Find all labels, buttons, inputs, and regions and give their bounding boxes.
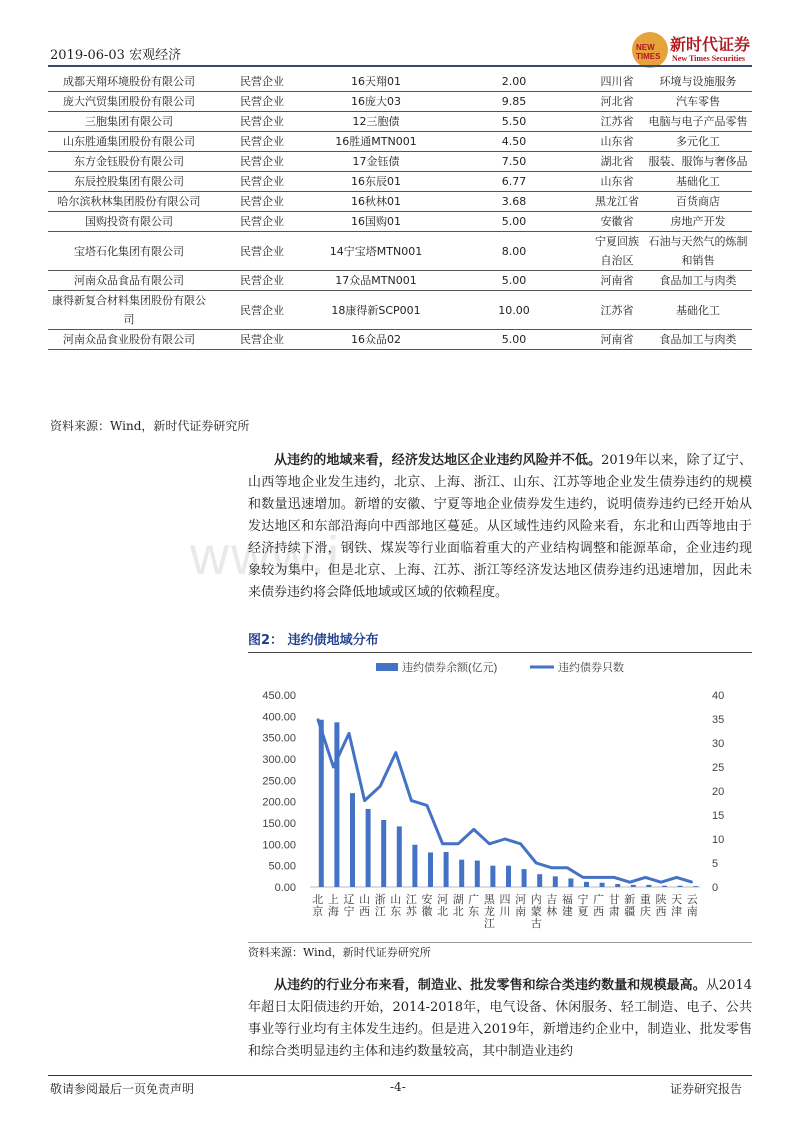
line-point — [629, 881, 631, 883]
footer-disclaimer: 敬请参阅最后一页免责声明 — [50, 1082, 195, 1096]
cell-company: 东辰控股集团有限公司 — [48, 172, 210, 192]
footer-page-number: -4- — [390, 1080, 406, 1094]
cell-province: 四川省 — [590, 72, 644, 92]
cell-industry: 食品加工与肉类 — [644, 271, 752, 291]
logo-english-name: New Times Securities — [672, 54, 746, 63]
table-source: 资料来源：Wind，新时代证券研究所 — [50, 419, 250, 433]
bar — [693, 886, 698, 887]
cell-company: 国购投资有限公司 — [48, 212, 210, 232]
line-point — [567, 867, 569, 869]
bar — [459, 860, 464, 887]
cell-bond: 16天翔01 — [314, 72, 438, 92]
table-row — [48, 132, 752, 152]
cell-type: 民营企业 — [210, 271, 314, 291]
bar — [475, 861, 480, 887]
cell-province: 山东省 — [590, 132, 644, 152]
cell-company: 东方金钰股份有限公司 — [48, 152, 210, 172]
table-row — [48, 212, 752, 232]
legend-label-bar: 违约债券余额(亿元) — [402, 662, 498, 674]
header-divider — [48, 65, 752, 67]
x-tick-label: 山东 — [390, 893, 402, 918]
cell-amount: 4.50 — [438, 132, 590, 152]
bar — [412, 845, 417, 887]
cell-company: 庞大汽贸集团股份有限公司 — [48, 92, 210, 112]
x-tick-label: 陕西 — [655, 893, 667, 918]
x-tick-label: 重庆 — [639, 893, 651, 918]
cell-bond: 18康得新SCP001 — [314, 291, 438, 330]
cell-industry: 多元化工 — [644, 132, 752, 152]
table-row — [48, 72, 752, 92]
y-right-tick-label: 0 — [712, 882, 719, 894]
line-point — [364, 800, 366, 802]
cell-company: 宝塔石化集团有限公司 — [48, 232, 210, 271]
cell-amount: 6.77 — [438, 172, 590, 192]
x-tick-label: 黑龙江 — [483, 893, 495, 930]
cell-bond: 16胜通MTN001 — [314, 132, 438, 152]
line-point — [473, 829, 475, 831]
table-row — [48, 112, 752, 132]
y-left-tick-label: 350.00 — [262, 732, 296, 745]
cell-company: 哈尔滨秋林集团股份有限公司 — [48, 192, 210, 212]
cell-province: 河南省 — [590, 271, 644, 291]
cell-company: 河南众品食品有限公司 — [48, 271, 210, 291]
line-point — [551, 867, 553, 869]
line-point — [676, 877, 678, 879]
cell-province: 黑龙江省 — [590, 192, 644, 212]
figure-source: 资料来源：Wind，新时代证券研究所 — [248, 946, 431, 959]
line-point — [379, 785, 381, 787]
x-tick-label: 安徽 — [421, 893, 433, 918]
bar — [319, 720, 324, 887]
cell-amount: 5.00 — [438, 330, 590, 350]
cell-type: 民营企业 — [210, 152, 314, 172]
y-left-tick-label: 50.00 — [268, 860, 296, 873]
line-point — [520, 843, 522, 845]
bar — [678, 886, 683, 887]
paragraph-industry-lead: 从违约的行业分布来看，制造业、批发零售和综合类违约数量和规模最高。 — [274, 978, 706, 993]
x-tick-label: 湖北 — [452, 893, 464, 918]
bar — [662, 886, 667, 887]
x-tick-label: 河北 — [437, 893, 449, 918]
legend-swatch-bar — [376, 663, 398, 671]
logo-emblem-icon: NEW TIMES — [632, 32, 668, 68]
bar — [334, 722, 339, 887]
series-line — [318, 719, 692, 882]
bar — [506, 866, 511, 887]
watermark: www.i — [190, 526, 342, 586]
paragraph-region — [248, 450, 752, 604]
y-right-tick-label: 15 — [712, 810, 725, 822]
cell-company: 康得新复合材料集团股份有限公司 — [48, 291, 210, 330]
y-right-tick-label: 5 — [712, 858, 719, 870]
y-right-tick-label: 10 — [712, 834, 725, 846]
table-row — [48, 330, 752, 350]
cell-amount: 9.85 — [438, 92, 590, 112]
cell-province: 湖北省 — [590, 152, 644, 172]
bar — [615, 884, 620, 887]
y-left-tick-label: 200.00 — [262, 796, 296, 809]
line-point — [535, 862, 537, 864]
cell-type: 民营企业 — [210, 212, 314, 232]
cell-industry: 房地产开发 — [644, 212, 752, 232]
cell-type: 民营企业 — [210, 172, 314, 192]
table-row — [48, 192, 752, 212]
cell-industry: 电脑与电子产品零售 — [644, 112, 752, 132]
line-point — [645, 877, 647, 879]
bar — [490, 866, 495, 887]
cell-industry: 百货商店 — [644, 192, 752, 212]
cell-bond: 17众品MTN001 — [314, 271, 438, 291]
x-tick-label: 天津 — [671, 893, 683, 918]
cell-industry: 环境与设施服务 — [644, 72, 752, 92]
table-row — [48, 291, 752, 330]
line-point — [411, 800, 413, 802]
line-point — [333, 766, 335, 768]
x-tick-label: 浙江 — [374, 893, 386, 918]
cell-amount: 3.68 — [438, 192, 590, 212]
cell-company: 山东胜通集团股份有限公司 — [48, 132, 210, 152]
x-tick-label: 内蒙古 — [530, 893, 542, 930]
cell-bond: 17金钰债 — [314, 152, 438, 172]
brand-logo — [632, 28, 762, 68]
region-distribution-chart — [248, 655, 752, 940]
bar — [631, 885, 636, 887]
bar — [568, 878, 573, 887]
figure-source-divider — [248, 942, 752, 943]
cell-industry: 基础化工 — [644, 172, 752, 192]
line-point — [317, 718, 319, 720]
cell-industry: 基础化工 — [644, 291, 752, 330]
line-point — [582, 877, 584, 879]
cell-amount: 2.00 — [438, 72, 590, 92]
bar — [366, 809, 371, 887]
x-tick-label: 四川 — [499, 893, 511, 918]
x-tick-label: 北京 — [312, 893, 324, 918]
x-tick-label: 山西 — [359, 893, 371, 918]
paragraph-industry-body: 从2014年超日太阳债违约开始，2014-2018年，电气设备、休闲服务、轻工制造、电子、公共事业等行业均有主体发生违约。但是进入2019年，新增违约企业中，制造业、批发零售和综合类明显违约主体和违约数量较高，其中制造业违约 — [248, 978, 752, 1059]
cell-bond: 16众品02 — [314, 330, 438, 350]
cell-bond: 12三胞债 — [314, 112, 438, 132]
line-point — [504, 838, 506, 840]
cell-bond: 16东辰01 — [314, 172, 438, 192]
cell-bond: 16秋林01 — [314, 192, 438, 212]
cell-bond: 16庞大03 — [314, 92, 438, 112]
paragraph-industry — [248, 975, 752, 1063]
bar — [600, 883, 605, 887]
cell-type: 民营企业 — [210, 330, 314, 350]
bar — [350, 793, 355, 887]
cell-company: 河南众品食业股份有限公司 — [48, 330, 210, 350]
cell-type: 民营企业 — [210, 232, 314, 271]
x-tick-label: 福建 — [561, 893, 573, 918]
x-tick-label: 上海 — [327, 893, 339, 918]
cell-type: 民营企业 — [210, 72, 314, 92]
cell-amount: 5.00 — [438, 271, 590, 291]
x-tick-label: 广西 — [593, 893, 605, 918]
x-tick-label: 广东 — [468, 893, 480, 918]
paragraph-region-lead: 从违约的地域来看，经济发达地区企业违约风险并不低。 — [274, 453, 602, 468]
x-tick-label: 江苏 — [405, 893, 417, 918]
figure-title: 图2： 违约债地域分布 — [248, 633, 379, 648]
y-right-tick-label: 20 — [712, 786, 725, 798]
y-right-tick-label: 30 — [712, 738, 725, 750]
cell-company: 三胞集团有限公司 — [48, 112, 210, 132]
cell-industry: 汽车零售 — [644, 92, 752, 112]
cell-type: 民营企业 — [210, 112, 314, 132]
y-left-tick-label: 300.00 — [262, 754, 296, 766]
legend-label-line: 违约债券只数 — [558, 662, 624, 674]
bar — [522, 869, 527, 887]
y-left-tick-label: 150.00 — [262, 818, 296, 830]
y-left-tick-label: 0.00 — [274, 882, 296, 894]
bar — [584, 882, 589, 887]
y-left-tick-label: 400.00 — [262, 711, 296, 724]
logo-chinese-name: 新时代证券 — [670, 35, 751, 54]
y-left-tick-label: 450.00 — [262, 690, 296, 702]
line-point — [395, 752, 397, 754]
table-row — [48, 92, 752, 112]
table-row — [48, 232, 752, 271]
cell-province: 河南省 — [590, 330, 644, 350]
cell-company: 成都天翔环境股份有限公司 — [48, 72, 210, 92]
figure-title-divider — [248, 652, 752, 653]
cell-amount: 5.00 — [438, 212, 590, 232]
cell-type: 民营企业 — [210, 92, 314, 112]
defaulted-bonds-table — [48, 72, 752, 350]
x-tick-label: 辽宁 — [343, 893, 355, 918]
cell-industry: 服装、服饰与奢侈品 — [644, 152, 752, 172]
cell-type: 民营企业 — [210, 192, 314, 212]
line-point — [348, 733, 350, 735]
bar — [444, 852, 449, 887]
header-date-topic: 2019-06-03 宏观经济 — [50, 48, 182, 63]
line-point — [691, 881, 693, 883]
bar — [428, 852, 433, 887]
cell-type: 民营企业 — [210, 132, 314, 152]
y-right-tick-label: 40 — [712, 690, 725, 702]
bar — [397, 826, 402, 887]
cell-amount: 5.50 — [438, 112, 590, 132]
x-tick-label: 宁夏 — [577, 893, 589, 918]
table-row — [48, 172, 752, 192]
x-tick-label: 新疆 — [624, 893, 636, 918]
x-tick-label: 云南 — [686, 893, 698, 918]
paragraph-region-body: 2019年以来，除了辽宁、山西等地企业发生违约，北京、上海、浙江、山东、江苏等地企业发生债券违约的规模和数量迅速增加。新增的安徽、宁夏等地企业债券发生违约，说明债券违约已经开始从发达地区和东部沿海向中西部地区蔓延。从区域性违约风险来看，东北和山西等地由于经济持续下滑，钢铁、煤炭等行业面临着重大的产业结构调整和能源革命，企业违约现象较为集中，但是北京、上海、江苏、浙江等经济发达地区债券违约迅速增加，因此未来债券违约将会降低地域或区域的依赖程度。 — [248, 453, 752, 600]
cell-amount: 10.00 — [438, 291, 590, 330]
line-point — [489, 843, 491, 845]
cell-province: 宁夏回族自治区 — [590, 232, 644, 271]
cell-province: 河北省 — [590, 92, 644, 112]
cell-amount: 7.50 — [438, 152, 590, 172]
y-right-tick-label: 25 — [712, 762, 725, 774]
cell-bond: 14宁宝塔MTN001 — [314, 232, 438, 271]
y-right-tick-label: 35 — [712, 714, 725, 726]
y-left-tick-label: 100.00 — [262, 839, 296, 852]
line-point — [598, 877, 600, 879]
table-row — [48, 271, 752, 291]
cell-province: 山东省 — [590, 172, 644, 192]
cell-province: 安徽省 — [590, 212, 644, 232]
y-left-tick-label: 250.00 — [262, 775, 296, 788]
x-tick-label: 河南 — [515, 893, 527, 918]
x-tick-label: 吉林 — [546, 893, 558, 918]
cell-bond: 16国购01 — [314, 212, 438, 232]
cell-industry: 食品加工与肉类 — [644, 330, 752, 350]
cell-province: 江苏省 — [590, 112, 644, 132]
bar — [381, 820, 386, 887]
footer-report-type: 证券研究报告 — [670, 1082, 743, 1096]
x-tick-label: 甘肃 — [608, 893, 620, 918]
line-point — [442, 843, 444, 845]
line-point — [660, 881, 662, 883]
line-point — [613, 877, 615, 879]
table-row — [48, 152, 752, 172]
footer-divider — [48, 1075, 752, 1076]
cell-industry: 石油与天然气的炼制和销售 — [644, 232, 752, 271]
line-point — [457, 843, 459, 845]
bar — [537, 874, 542, 887]
cell-type: 民营企业 — [210, 291, 314, 330]
cell-province: 江苏省 — [590, 291, 644, 330]
line-point — [426, 805, 428, 807]
bar — [646, 885, 651, 887]
bar — [553, 876, 558, 887]
cell-amount: 8.00 — [438, 232, 590, 271]
